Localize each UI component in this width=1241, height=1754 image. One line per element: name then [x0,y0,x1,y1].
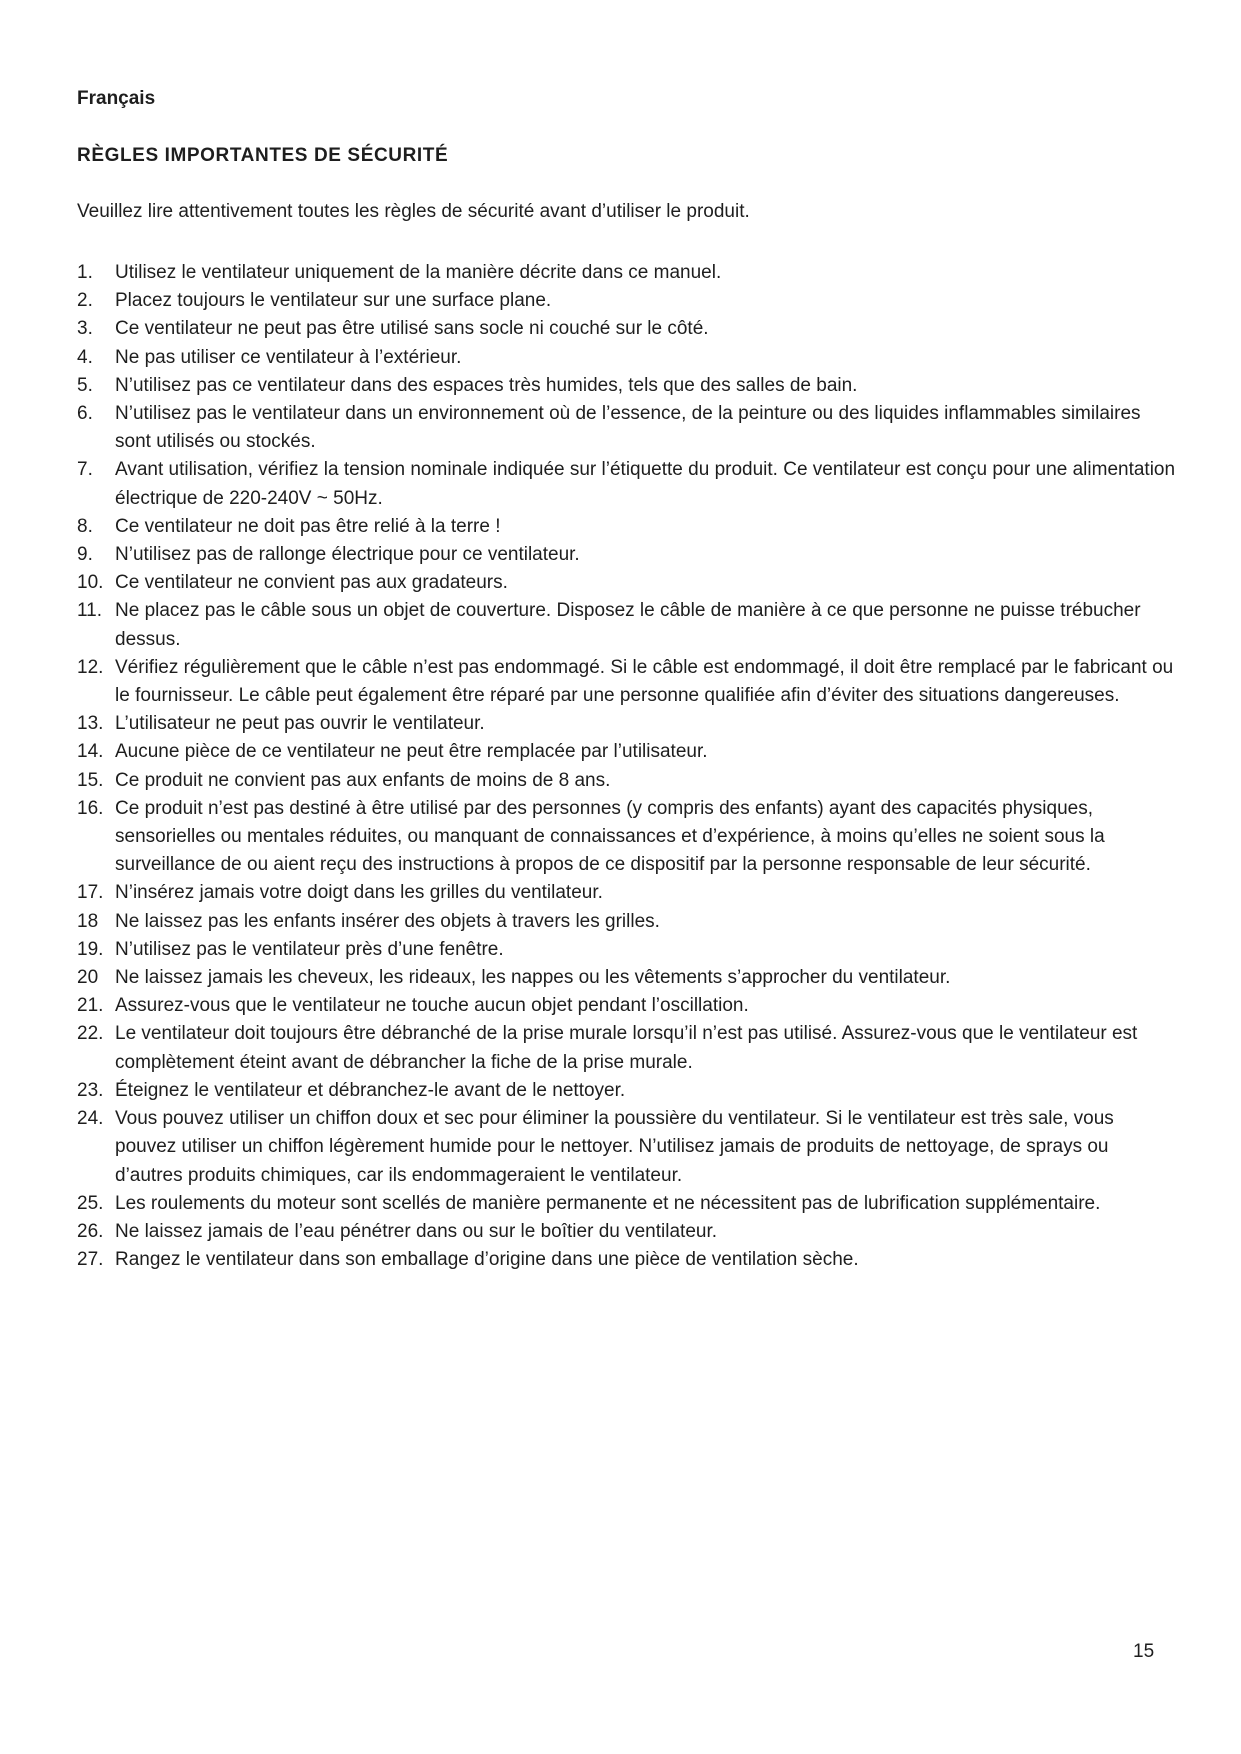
list-item-text: Ne laissez pas les enfants insérer des objets à travers les grilles. [115,910,660,932]
list-item-text: N’insérez jamais votre doigt dans les grilles du ventilateur. [115,882,603,904]
list-item-number: 26. [77,1220,104,1242]
list-item-number: 2. [77,290,93,312]
list-item [77,795,1177,880]
list-item-number: 14. [77,741,104,763]
list-item-text: Vérifiez régulièrement que le câble n’est pas endommagé. Si le câble est endommagé, il doit être remplacé par le fabricant ou le fournisseur. Le câble peut également être réparé par une personne qualifiée afin d’éviter des situations dangereuses. [115,656,1174,707]
list-item-text: Ce ventilateur ne peut pas être utilisé sans socle ni couché sur le côté. [115,318,709,340]
list-item-number: 25. [77,1192,104,1214]
list-item-text: L’utilisateur ne peut pas ouvrir le ventilateur. [115,713,485,735]
list-item-text: Ce produit n’est pas destiné à être utilisé par des personnes (y compris des enfants) ayant des capacités physiques, sensorielles ou mentales réduites, ou manquant de connaissances et d’expérience, à moins qu’elles ne soient sous la surveillance de ou aient reçu des instructions à propos de ce dispositif par la personne responsable de leur sécurité. [115,797,1105,876]
list-item-text: N’utilisez pas ce ventilateur dans des espaces très humides, tels que des salles de bain. [115,374,858,396]
list-item-number: 27. [77,1249,104,1271]
list-item [77,936,1177,964]
list-item-number: 22. [77,1023,104,1045]
list-item-number: 3. [77,318,93,340]
list-item-text: Ne placez pas le câble sous un objet de couverture. Disposez le câble de manière à ce que personne ne puisse trébucher dessus. [115,600,1141,650]
list-item-number: 19. [77,938,104,960]
list-item [77,767,1177,795]
list-item-text: Vous pouvez utiliser un chiffon doux et sec pour éliminer la poussière du ventilateur. Si le ventilateur est très sale, vous pouvez utiliser un chiffon légèrement humide pour le nettoyer. N’utilisez jamais de produits de nettoyage, de sprays ou d’autres produits chimiques, car ils endommageraient le ventilateur. [115,1108,1114,1186]
intro-text: Veuillez lire attentivement toutes les règles de sécurité avant d’utiliser le produit. [77,201,750,222]
list-item-text: Placez toujours le ventilateur sur une surface plane. [115,290,552,312]
list-item-text: Aucune pièce de ce ventilateur ne peut être remplacée par l’utilisateur. [115,741,708,763]
list-item-text: Ne laissez jamais les cheveux, les rideaux, les nappes ou les vêtements s’approcher du ventilateur. [115,967,951,989]
list-item-text: Assurez-vous que le ventilateur ne touche aucun objet pendant l’oscillation. [115,995,749,1017]
list-item [77,259,1177,287]
list-item [77,654,1177,710]
list-item [77,992,1177,1020]
list-item [77,964,1177,992]
list-item-text: Ne pas utiliser ce ventilateur à l’extérieur. [115,346,462,368]
list-item-number: 6. [77,403,93,425]
list-item [77,1020,1177,1076]
section-heading: RÈGLES IMPORTANTES DE SÉCURITÉ [77,145,449,166]
list-item-number: 18 [77,910,99,932]
list-item [77,738,1177,766]
list-item-number: 8. [77,515,93,537]
list-item-text: Rangez le ventilateur dans son emballage d’origine dans une pièce de ventilation sèche. [115,1249,859,1271]
list-item-number: 23. [77,1079,104,1101]
list-item-number: 17. [77,882,104,904]
list-item-text: Ce ventilateur ne convient pas aux gradateurs. [115,572,508,594]
list-item-text: N’utilisez pas le ventilateur près d’une fenêtre. [115,938,504,960]
list-item [77,541,1177,569]
list-item-text: N’utilisez pas de rallonge électrique pour ce ventilateur. [115,544,580,566]
list-item [77,513,1177,541]
page-number: 15 [1133,1641,1155,1662]
list-item [77,1246,1177,1274]
list-item [77,372,1177,400]
list-item [77,710,1177,738]
list-item-number: 1. [77,262,93,283]
list-item [77,879,1177,907]
list-item-number: 12. [77,656,104,678]
list-item-number: 15. [77,769,104,791]
list-item-text: Ne laissez jamais de l’eau pénétrer dans ou sur le boîtier du ventilateur. [115,1220,718,1242]
safety-rules-list [77,259,1177,1274]
list-item-text: Ce produit ne convient pas aux enfants de moins de 8 ans. [115,769,611,791]
list-item [77,315,1177,343]
list-item-number: 9. [77,544,93,566]
list-item [77,1218,1177,1246]
list-item-text: Avant utilisation, vérifiez la tension nominale indiquée sur l’étiquette du produit. Ce ventilateur est conçu pour une alimentation électrique de 220-240V ~ 50Hz. [115,459,1176,509]
list-item-number: 10. [77,572,104,594]
list-item [77,1105,1177,1190]
list-item-text: Les roulements du moteur sont scellés de manière permanente et ne nécessitent pas de lubrification supplémentaire. [115,1192,1101,1214]
language-label: Français [77,88,156,109]
list-item-text: Ce ventilateur ne doit pas être relié à la terre ! [115,515,501,537]
list-item-number: 11. [77,600,103,622]
list-item-number: 24. [77,1108,104,1130]
list-item-number: 4. [77,346,93,368]
list-item-text: Utilisez le ventilateur uniquement de la manière décrite dans ce manuel. [115,262,722,283]
list-item-number: 13. [77,713,104,735]
list-item-number: 16. [77,797,104,819]
list-item-number: 7. [77,459,93,481]
list-item-number: 21. [77,995,104,1017]
list-item [77,569,1177,597]
list-item [77,287,1177,315]
list-item-text: Le ventilateur doit toujours être débranché de la prise murale lorsqu’il n’est pas utilisé. Assurez-vous que le ventilateur est complètement éteint avant de débrancher la fiche de la prise murale. [115,1023,1138,1073]
list-item [77,1077,1177,1105]
list-item [77,456,1177,512]
list-item-text: N’utilisez pas le ventilateur dans un environnement où de l’essence, de la peinture ou des liquides inflammables similaires sont utilisés ou stockés. [115,403,1141,453]
list-item [77,344,1177,372]
list-item [77,1190,1177,1218]
list-item-number: 20 [77,967,99,989]
list-item [77,400,1177,456]
list-item [77,597,1177,653]
list-item [77,908,1177,936]
list-item-number: 5. [77,374,93,396]
list-item-text: Éteignez le ventilateur et débranchez-le avant de le nettoyer. [115,1079,626,1101]
